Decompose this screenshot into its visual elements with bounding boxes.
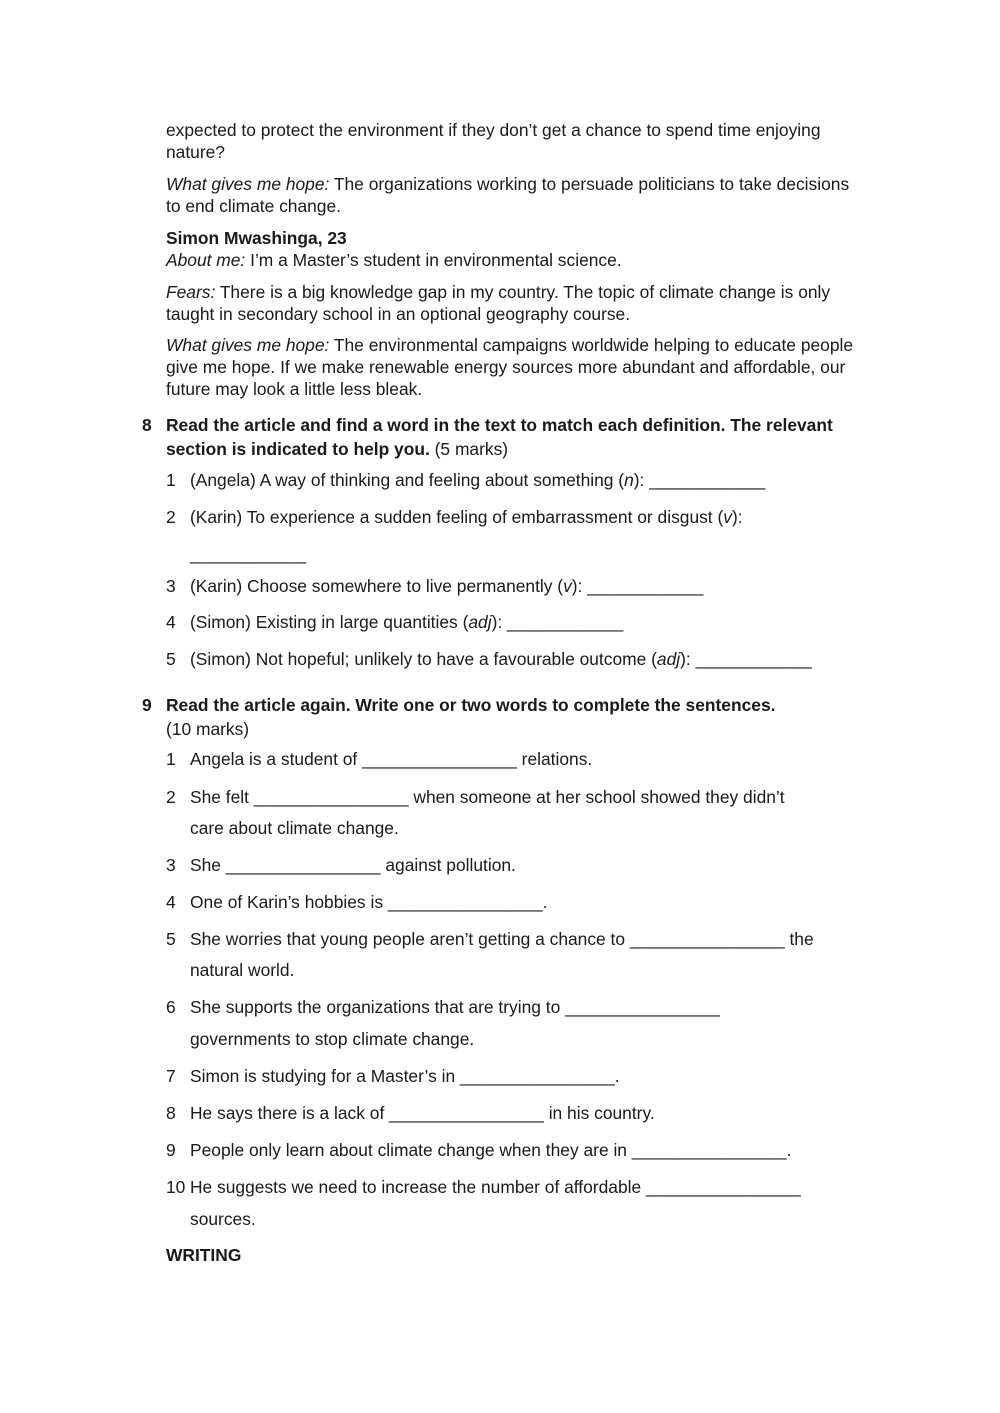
- q8-item-text: [190, 469, 870, 491]
- q8-answer-blank[interactable]: ): ____________: [571, 576, 704, 596]
- q9-item-number: 1: [166, 749, 176, 769]
- q9-number: 9: [142, 695, 152, 715]
- q9-item-number: 6: [166, 997, 176, 1017]
- intro-continuation: expected to protect the environment if they don’t get a chance to spend time enjoying nature?: [166, 120, 821, 162]
- q9-item-text[interactable]: He says there is a lack of ________________ in his country.: [190, 1103, 655, 1123]
- simon-about-text: I’m a Master’s student in environmental science.: [245, 250, 622, 270]
- simon-hope-text: The environmental campaigns worldwide helping to educate people give me hope. If we make renewable energy sources more abundant and affordable, our future may look a little less bleak.: [166, 335, 854, 399]
- q8-answer-blank[interactable]: ): ____________: [680, 649, 812, 669]
- simon-hope-label: What gives me hope:: [166, 335, 330, 355]
- q8-instruction: [166, 413, 866, 461]
- q8-number: 8: [142, 415, 152, 435]
- q9-item-number: 2: [166, 787, 176, 807]
- simon-hope: [166, 334, 866, 400]
- q9-item-number: 10: [166, 1177, 186, 1197]
- q9-item-number: 9: [166, 1140, 176, 1160]
- q8-item-number: 2: [166, 507, 176, 527]
- q8-item-pos: v: [723, 507, 732, 527]
- q9-item-text[interactable]: She worries that young people aren’t getting a chance to ________________ the: [190, 929, 814, 949]
- simon-about: [166, 249, 866, 271]
- q8-item-number: 4: [166, 612, 176, 632]
- intro-paragraph: [166, 119, 866, 163]
- q8-item-pre: (Karin) Choose somewhere to live permanently (: [190, 576, 564, 596]
- q9-item-text[interactable]: One of Karin’s hobbies is ________________.: [190, 892, 548, 912]
- q8-instruction-text: Read the article and find a word in the text to match each definition. The relevant section is indicated to help you.: [166, 415, 833, 459]
- q8-item-pre: (Simon) Existing in large quantities (: [190, 612, 469, 632]
- q8-item-post: ):: [731, 507, 743, 527]
- q9-instruction-text: Read the article again. Write one or two words to complete the sentences.: [166, 695, 776, 715]
- simon-fears: [166, 281, 866, 325]
- q8-item-pos: v: [563, 576, 572, 596]
- q8-item-pos: n: [624, 470, 634, 490]
- q8-item-pre: (Karin) To experience a sudden feeling of embarrassment or disgust (: [190, 507, 724, 527]
- q8-answer-blank[interactable]: ____________: [190, 544, 307, 564]
- q8-item-text: [190, 506, 870, 528]
- q8-answer-blank[interactable]: ): ____________: [633, 470, 766, 490]
- q9-item-text[interactable]: He suggests we need to increase the number of affordable ________________: [190, 1177, 801, 1197]
- q8-item-text: [190, 611, 870, 633]
- q9-item-number: 3: [166, 855, 176, 875]
- q9-item-number: 4: [166, 892, 176, 912]
- q9-item-number: 5: [166, 929, 176, 949]
- q8-item-pre: (Angela) A way of thinking and feeling about something (: [190, 470, 625, 490]
- simon-fears-label: Fears:: [166, 282, 216, 302]
- q9-item-text[interactable]: She ________________ against pollution.: [190, 855, 516, 875]
- q9-item-text[interactable]: She supports the organizations that are trying to ________________: [190, 997, 720, 1017]
- intro-hope-text: The organizations working to persuade politicians to take decisions to end climate change.: [166, 174, 850, 216]
- q8-item-text: [190, 575, 870, 597]
- q9-instruction: [166, 693, 866, 741]
- q9-item-continuation: care about climate change.: [190, 818, 399, 838]
- writing-heading: WRITING: [166, 1245, 242, 1265]
- q9-marks: (10 marks): [166, 719, 250, 739]
- q9-item-number: 7: [166, 1066, 176, 1086]
- q9-item-text[interactable]: Angela is a student of ________________ relations.: [190, 749, 593, 769]
- simon-fears-text: There is a big knowledge gap in my country. The topic of climate change is only taught in secondary school in an optional geography course.: [166, 282, 831, 324]
- intro-hope-paragraph: [166, 173, 866, 217]
- q8-item-number: 5: [166, 649, 176, 669]
- q8-item-text: [190, 648, 870, 670]
- q9-item-text[interactable]: Simon is studying for a Master’s in ________________.: [190, 1066, 620, 1086]
- q9-item-text[interactable]: She felt ________________ when someone at her school showed they didn’t: [190, 787, 785, 807]
- q8-item-pre: (Simon) Not hopeful; unlikely to have a favourable outcome (: [190, 649, 657, 669]
- q9-item-text[interactable]: People only learn about climate change when they are in ________________.: [190, 1140, 792, 1160]
- q8-item-pos: adj: [468, 612, 492, 632]
- simon-about-label: About me:: [166, 250, 246, 270]
- q8-answer-blank[interactable]: ): ____________: [491, 612, 624, 632]
- q8-item-pos: adj: [656, 649, 681, 669]
- simon-name: Simon Mwashinga, 23: [166, 228, 347, 248]
- q8-marks: (5 marks): [429, 439, 509, 459]
- q9-item-continuation: natural world.: [190, 960, 295, 980]
- q8-item-number: 3: [166, 576, 176, 596]
- q9-item-continuation: governments to stop climate change.: [190, 1029, 475, 1049]
- q8-item-number: 1: [166, 470, 176, 490]
- q9-item-continuation: sources.: [190, 1209, 256, 1229]
- q9-item-number: 8: [166, 1103, 176, 1123]
- intro-hope-label: What gives me hope:: [166, 174, 330, 194]
